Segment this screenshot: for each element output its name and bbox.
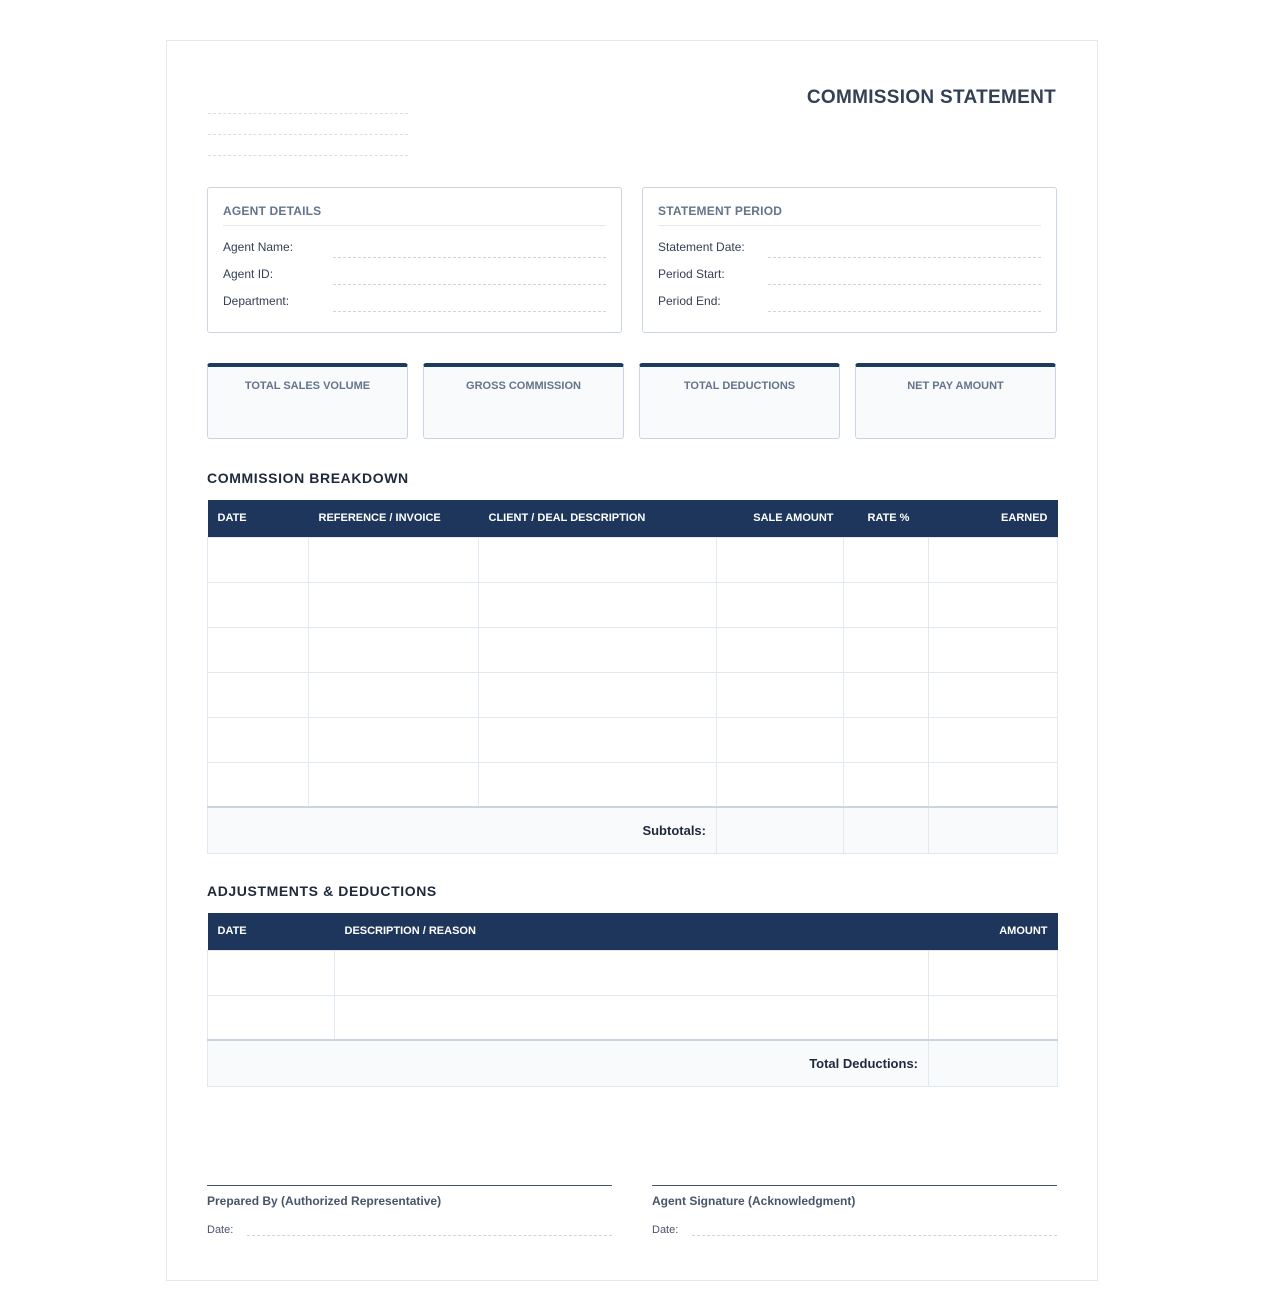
statement-date-row: [658, 231, 1041, 258]
subtotal-sale-amount-cell[interactable]: [717, 807, 844, 853]
total-deductions-card: [639, 363, 840, 439]
table-cell[interactable]: [208, 995, 335, 1040]
placeholder-line: [208, 134, 408, 135]
table-cell[interactable]: [208, 762, 309, 807]
table-row: [208, 672, 1058, 717]
summary-cards: [207, 363, 1057, 439]
table-cell[interactable]: [717, 672, 844, 717]
table-cell[interactable]: [479, 627, 717, 672]
placeholder-line: [208, 113, 408, 114]
agent-name-field[interactable]: [333, 242, 606, 258]
table-header-row: [208, 913, 1058, 950]
department-row: [223, 285, 606, 312]
table-cell[interactable]: [208, 672, 309, 717]
table-cell[interactable]: [844, 537, 929, 582]
department-label: Department:: [223, 294, 290, 308]
statement-page: [166, 40, 1098, 1281]
adjustments-table: [207, 913, 1058, 1087]
column-header-rate: RATE %: [844, 500, 929, 537]
agent-name-label: Agent Name:: [223, 240, 294, 254]
period-start-row: [658, 258, 1041, 285]
subtotals-row: [208, 807, 1058, 853]
table-cell[interactable]: [479, 582, 717, 627]
table-cell[interactable]: [309, 627, 479, 672]
table-row: [208, 762, 1058, 807]
signature-line[interactable]: [207, 1185, 612, 1186]
table-cell[interactable]: [929, 537, 1058, 582]
company-info-placeholder: [208, 113, 408, 176]
column-header-description: DESCRIPTION / REASON: [335, 913, 929, 950]
table-cell[interactable]: [844, 762, 929, 807]
period-end-label: Period End:: [658, 294, 721, 308]
table-cell[interactable]: [929, 717, 1058, 762]
agent-signature: [652, 1185, 1057, 1236]
table-cell[interactable]: [208, 537, 309, 582]
column-header-reference: REFERENCE / INVOICE: [309, 500, 479, 537]
prepared-by-label: Prepared By (Authorized Representative): [207, 1194, 442, 1208]
prepared-by-signature: [207, 1185, 612, 1236]
table-row: [208, 995, 1058, 1040]
agent-name-row: [223, 231, 606, 258]
prepared-by-date-field[interactable]: [247, 1224, 612, 1236]
agent-details-heading: AGENT DETAILS: [223, 204, 606, 226]
table-cell[interactable]: [335, 995, 929, 1040]
table-cell[interactable]: [929, 582, 1058, 627]
signature-line[interactable]: [652, 1185, 1057, 1186]
date-label: Date:: [207, 1224, 234, 1236]
department-field[interactable]: [333, 296, 606, 312]
table-cell[interactable]: [479, 537, 717, 582]
table-row: [208, 950, 1058, 995]
table-cell[interactable]: [208, 582, 309, 627]
column-header-amount: AMOUNT: [929, 913, 1058, 950]
table-cell[interactable]: [929, 672, 1058, 717]
date-label: Date:: [652, 1224, 679, 1236]
table-cell[interactable]: [717, 582, 844, 627]
total-sales-volume-card: [207, 363, 408, 439]
table-cell[interactable]: [929, 950, 1058, 995]
column-header-earned: EARNED: [929, 500, 1058, 537]
card-label: NET PAY AMOUNT: [907, 380, 1004, 392]
table-cell[interactable]: [309, 672, 479, 717]
gross-commission-card: [423, 363, 624, 439]
placeholder-line: [208, 155, 408, 156]
statement-period-heading: STATEMENT PERIOD: [658, 204, 1041, 226]
total-deductions-row: [208, 1040, 1058, 1086]
table-header-row: [208, 500, 1058, 537]
total-deductions-label: Total Deductions:: [208, 1040, 929, 1086]
prepared-by-date-row: [207, 1224, 612, 1236]
column-header-description: CLIENT / DEAL DESCRIPTION: [479, 500, 717, 537]
adjustments-deductions-title: ADJUSTMENTS & DEDUCTIONS: [207, 883, 437, 899]
table-row: [208, 582, 1058, 627]
table-cell[interactable]: [309, 537, 479, 582]
card-label: GROSS COMMISSION: [466, 380, 581, 392]
table-cell[interactable]: [479, 762, 717, 807]
table-cell[interactable]: [929, 995, 1058, 1040]
card-label: TOTAL SALES VOLUME: [244, 380, 371, 392]
table-row: [208, 627, 1058, 672]
agent-id-row: [223, 258, 606, 285]
table-cell[interactable]: [929, 627, 1058, 672]
column-header-date: DATE: [208, 913, 335, 950]
table-cell[interactable]: [309, 582, 479, 627]
table-row: [208, 537, 1058, 582]
table-cell[interactable]: [335, 950, 929, 995]
agent-id-field[interactable]: [333, 269, 606, 285]
period-end-row: [658, 285, 1041, 312]
table-cell[interactable]: [717, 627, 844, 672]
period-end-field[interactable]: [768, 296, 1041, 312]
table-row: [208, 717, 1058, 762]
table-cell[interactable]: [844, 717, 929, 762]
statement-date-label: Statement Date:: [658, 240, 745, 254]
agent-details-box: [207, 187, 622, 333]
commission-breakdown-title: COMMISSION BREAKDOWN: [207, 470, 409, 486]
table-cell[interactable]: [717, 537, 844, 582]
column-header-sale-amount: SALE AMOUNT: [717, 500, 844, 537]
table-cell[interactable]: [929, 762, 1058, 807]
statement-date-field[interactable]: [768, 242, 1041, 258]
table-cell[interactable]: [208, 717, 309, 762]
table-cell[interactable]: [208, 950, 335, 995]
table-cell[interactable]: [717, 717, 844, 762]
table-cell[interactable]: [844, 627, 929, 672]
table-cell[interactable]: [309, 717, 479, 762]
table-cell[interactable]: [309, 762, 479, 807]
subtotal-rate-cell[interactable]: [844, 807, 929, 853]
net-pay-amount-card: [855, 363, 1056, 439]
agent-id-label: Agent ID:: [223, 267, 274, 281]
period-start-field[interactable]: [768, 269, 1041, 285]
table-cell[interactable]: [844, 582, 929, 627]
total-deductions-cell[interactable]: [929, 1040, 1058, 1086]
table-cell[interactable]: [208, 627, 309, 672]
period-start-label: Period Start:: [658, 267, 725, 281]
statement-period-box: [642, 187, 1057, 333]
table-cell[interactable]: [479, 717, 717, 762]
agent-date-row: [652, 1224, 1057, 1236]
agent-signature-label: Agent Signature (Acknowledgment): [652, 1194, 856, 1208]
agent-date-field[interactable]: [692, 1224, 1057, 1236]
subtotal-earned-cell[interactable]: [929, 807, 1058, 853]
table-cell[interactable]: [479, 672, 717, 717]
table-cell[interactable]: [844, 672, 929, 717]
table-cell[interactable]: [717, 762, 844, 807]
document-title: COMMISSION STATEMENT: [806, 87, 1056, 108]
card-label: TOTAL DEDUCTIONS: [683, 380, 796, 392]
commission-breakdown-table: [207, 500, 1058, 854]
column-header-date: DATE: [208, 500, 309, 537]
subtotals-label: Subtotals:: [208, 807, 717, 853]
